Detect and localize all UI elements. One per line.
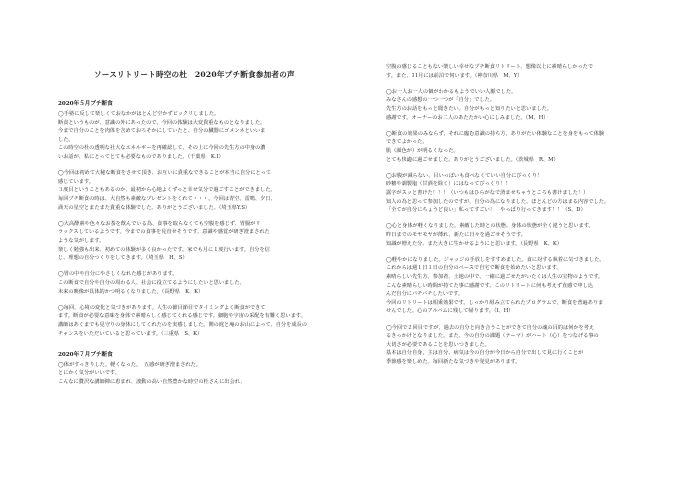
testimonial-line: す。また、11月には前泊で伺います。（神奈川県 M、Y） [386,72,523,79]
testimonial-line: ◯手塾に反して楽しくておなかがはとんど空かずビックリしました。 [58,111,220,117]
testimonial-entry [58,220,270,263]
testimonial-line: 感謝です。オーナーのお二人のあたたかい心にしみました。（M、H） [386,114,549,121]
testimonial-line: いお話が、私にとってとても必要なものでありました。（千葉県 K.I） [58,153,224,160]
testimonial-line: 感じています。 [58,178,94,185]
testimonial-line: 基本は自分自身、主は自分、病気は今の自分が今日から自分で出して見に行くことが [386,350,584,357]
testimonial-line: ◯お一人お一人の個がわかるもようでいい人脈でした。 [386,88,517,95]
testimonial-line: 肌（顔色が）が明るくなった。 [386,147,459,154]
testimonial-line: 先生方のお話をもっと聞きたい。自分がもっと知りたいと思いました。 [386,105,553,112]
testimonial-entry [58,304,307,338]
testimonial-line: ３度目ということもあるのか、最初から心地よくずっと幸せ気分で過ごすことができました。 [58,187,276,194]
testimonial-line: 昨日までのモヤモヤが薄れ、新たに日々を過ごせそうです。 [386,231,526,238]
testimonial-entry [386,256,604,316]
testimonial-line: この時空の杜の透明な社大なエネルギーを再確認して、その上に今回の先生方の中身の濃 [58,145,266,152]
testimonial-line: 季節感を楽しめた。毎回新たな気づきや発見があります。 [386,358,521,365]
section-heading: 2020年５月プチ断食 [58,101,113,107]
testimonial-line: じ、理想の自分つくりをしてきます。（埼玉県 H、S） [58,255,188,262]
testimonial-line: これからは週１日１日の自分のペースで自宅で断食を始めたいと思います。 [386,265,562,272]
testimonial-line: ◯お腹が減らない、目いっぱいも食べなくていい自分にびっくり！ [386,172,543,179]
testimonial-line: ◯大高酵素や色々なお茶を飲んでいる為、食事を取らなくても空腹を感じず、胃腸がリ [58,220,261,227]
testimonial-line: るきっかけとなりました。また、今の自分の課題（テーマ）がハート（心）をつなげる事の [386,333,599,340]
testimonial-line: ラックスしているようです。今までの食事を見直せそうです。意識や感覚が研ぎ澄まされた [58,229,270,236]
page-title: ソースリトリート時空の杜 2020年プチ断食参加者の声 [94,70,295,79]
testimonial-line: 露字がスッと書けた！！！（いつもはひらがなで済ませちゃうところも書けました！） [386,189,589,196]
testimonial-entry [58,169,276,212]
testimonial-line: 大切さが必要であることを思いつきました。 [386,341,490,348]
testimonial-line: とても快適に過ごせました。ありがとうございました。（茨城県 R、M） [386,156,559,163]
testimonial-line: ような気がします。 [58,237,105,244]
testimonial-entry [386,88,552,122]
testimonial-line: 未来の映像が具体的かつ明るくなりました。（長野県 K、K） [58,288,204,295]
testimonial-line: ◯断食の効果のみならず、それに臨む意識の持ち方、ありがたい体験なことを身をもって体験 [386,130,605,137]
testimonial-line: 素晴らしい先生方、参加者、土地の中で、一緒に過ごせたがいたくは人生の宝物のようです。 [386,273,604,280]
testimonial-entry [386,130,604,164]
testimonial-entry [58,361,245,387]
testimonial-line: 空腹の感じることもない楽しい幸せなプチ断食リトリート、想像以上に素晴らしかったで [386,64,594,70]
testimonial-line: こんな素晴らしい時間が持てた事に感謝です。このリトリートに何も考えず直感で申し込 [386,282,594,289]
testimonial-line: ◯今回で２回目ですが、過去の自分と向き合うことができて自分の魂の目的は何かを考え [386,324,595,331]
testimonial-line: ます。断食が必要な意味を身体で素晴らしく感じてくれる感じです。細胞や宇宙の采配を有難く思います。 [58,313,306,320]
testimonial-line: 断食というものが、意識の外にあったので、今回の体験は大変貴重なものとなりました。 [58,119,266,126]
testimonial-line: 講師はあくまでも見守りの身体にしてくれたのを実感しました。開の庭と庵のお山によって、自分を成長の [58,321,307,328]
testimonial-line: できてよかった。 [386,139,428,146]
testimonial-line: 楽しく勉強も出来、初めての体験が多く良かったです。家でも月に１度行います。自分を信 [58,246,270,253]
testimonial-line: とにかく気分がいいです。 [58,370,120,377]
testimonial-entry [386,222,594,248]
testimonial-entry [386,324,599,367]
testimonial-line: こんなに贅沢な講師陣に恵まれ、波動の高い自然豊かな時空の杜さんに出会れ、 [58,378,246,385]
testimonial-line: した。 [58,136,74,143]
testimonial-line: チャンスをいただいていると思っています。（三重県 S、K） [58,330,203,337]
testimonial-line: ◯今回は初めて大秘な断食をさせて頂き、お互いに貴重なできることが本当に自分にとって [58,170,271,177]
testimonial-line: 知人の為と思って参加したのですが、自分の為になりました。ほとんどの方はまる内容でした。 [386,198,610,205]
testimonial-entry [386,172,609,215]
testimonial-line: ◯毎回、心境の変化と気づきがあります。人生の節目節目でタイミングよく断食ができて [58,304,266,311]
testimonial-entry [58,110,265,162]
testimonial-line: 「全てが自分にちょうど良い」私ってすごい！ やっぱり行ってきます！！（S、D） [386,207,586,214]
testimonial-line: 毎回ブチ断食の時は、大自然も素敵なプレゼントをくれて・・・。今回は青空、雷鳴、夕日、 [58,195,276,202]
testimonial-entry [58,270,245,296]
testimonial-line: 満天の星空とまたまた貴重な体験でした。ありがとうございました。（埼玉県Y.S） [58,204,251,211]
testimonial-line: みなさんの感想の一つ一つが「自分」でした。 [386,97,495,104]
testimonial-line: ◯心と身体が軽くなりました。素敵した時との状態。身体の状態が全く違うと思います。 [386,223,594,230]
testimonial-line: 砂糖や調製塩（甘酒を除く）にはなってびっくり！！ [386,181,511,188]
testimonial-line: 今まで自分のことを肉体を含めておろそかにしていたと、自分の臓器にゴメンネといいま [58,128,266,135]
testimonial-line: せんでした。心のアルバムに残して帰ります。（I、H） [386,308,514,315]
testimonial-line: ◯軽やかになりました。ジャッジの手放しをすすめました。食に対する執着に気づきました。 [386,256,605,263]
testimonial-line: 知識が増えた分、また大きに生かせるようにと思います。（長野県 K、K） [386,240,562,247]
section-heading: 2020年７月プチ断食 [58,351,113,358]
testimonial-entry [386,63,593,80]
testimonial-line: ◯胃の中や自分にやさしくなれた感じがあります。 [58,271,178,278]
testimonial-line: んだ自分にバチバチしたいです。 [386,291,464,298]
testimonial-line: この断食で自分や自分の周わる人、社会に役立てるようにしたいと思いました。 [58,279,245,286]
testimonial-line: ◯体がすっきりした。軽くなった。 五感が研ぎ澄まされた。 [58,361,201,368]
testimonial-line: 今回のリトリートは相乗効果です。しっかり組み立てられたプログラムで、断食を普遍ありま [386,299,604,306]
